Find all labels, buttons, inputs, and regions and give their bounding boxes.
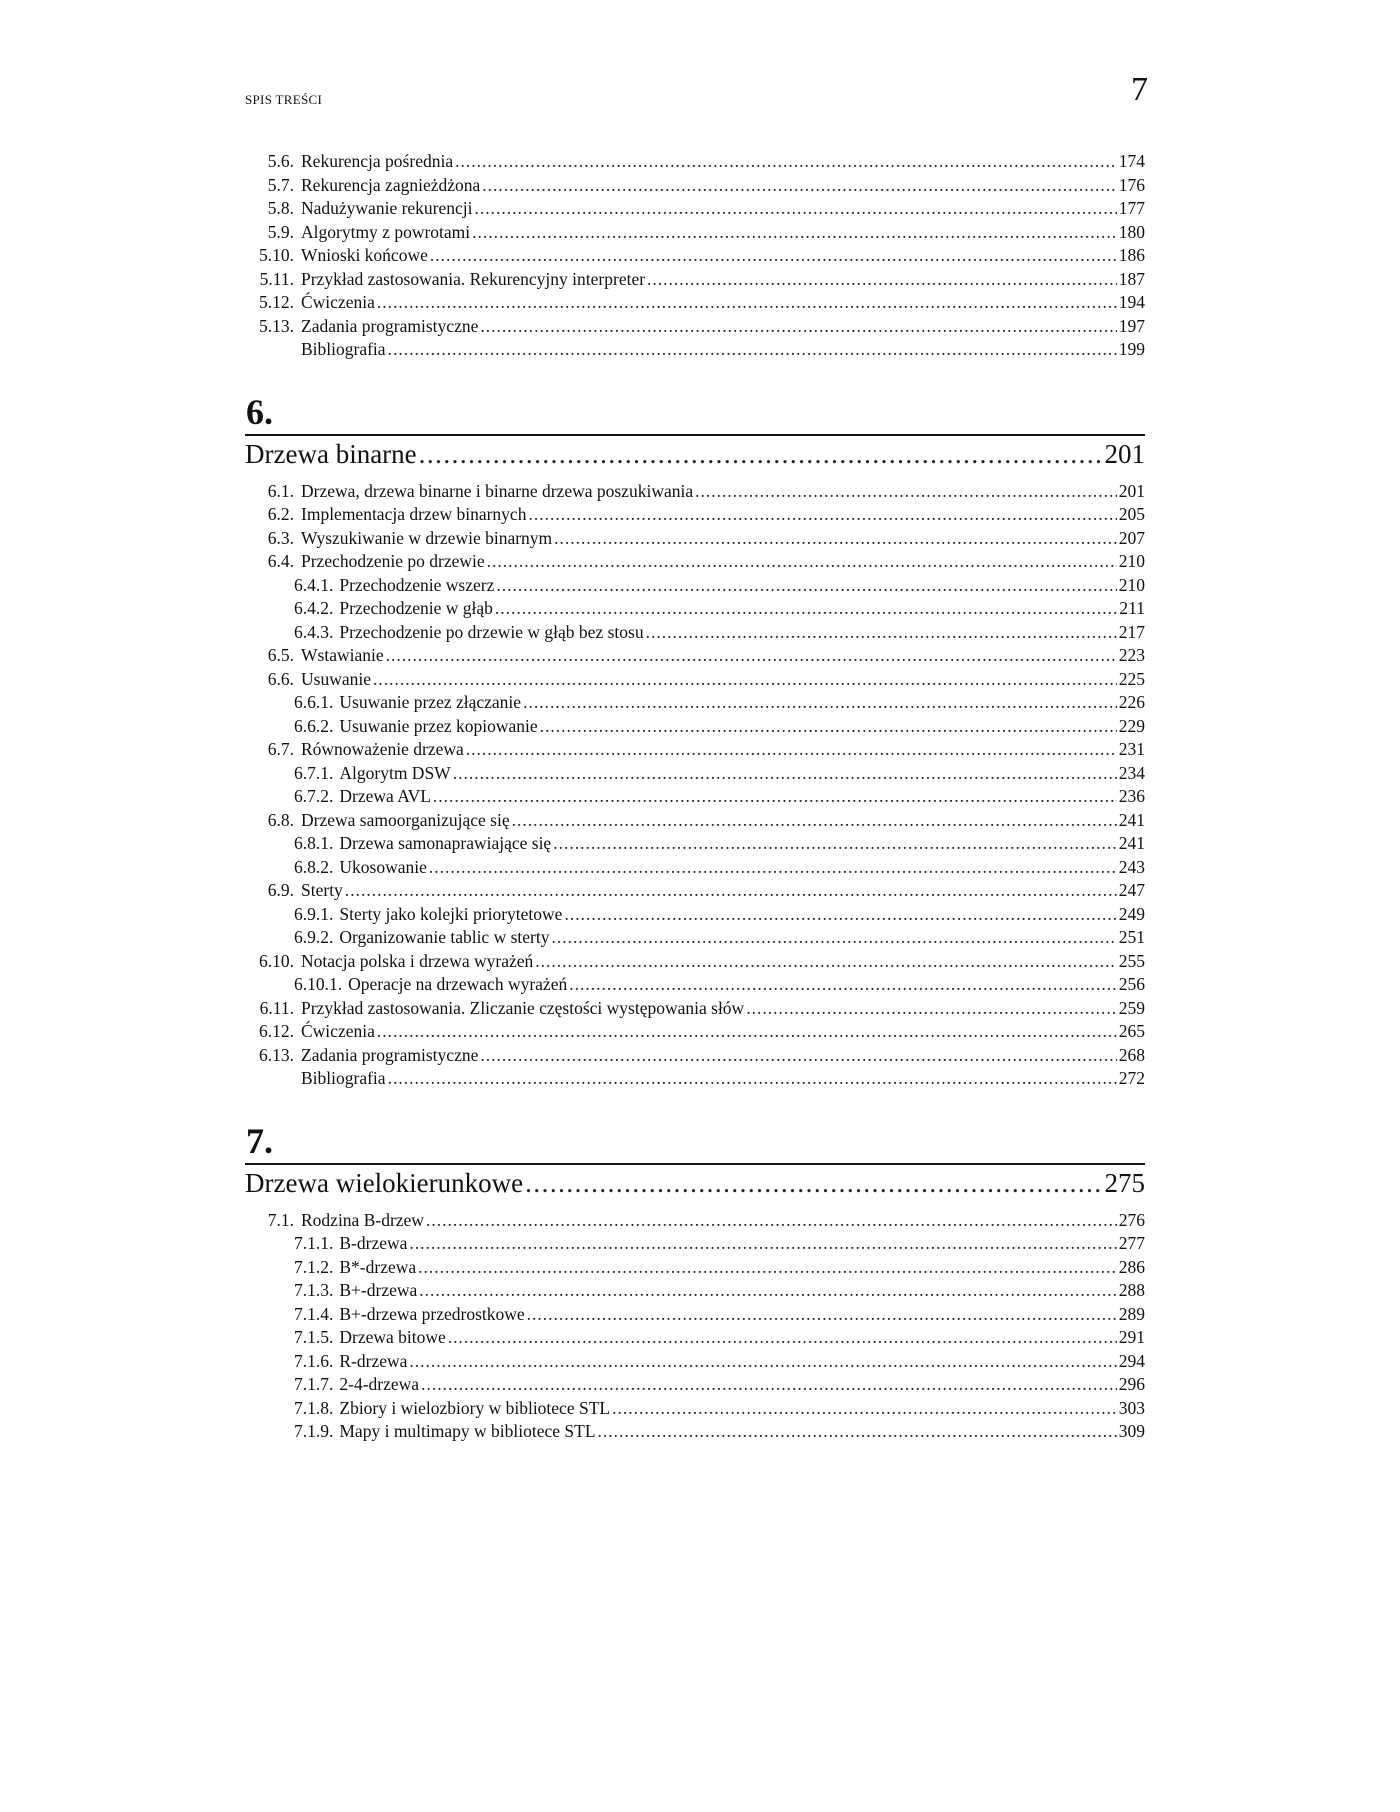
entry-number: 6.4.2. <box>294 598 334 618</box>
entry-page: 187 <box>1118 268 1145 289</box>
leader-dots <box>487 550 1117 574</box>
toc-list-chapter-5-tail <box>245 150 1145 362</box>
toc-entry[interactable] <box>245 550 1145 574</box>
toc-entry[interactable] <box>245 597 1145 621</box>
leader-dots <box>480 1044 1116 1068</box>
entry-number: 6.10. <box>259 950 294 971</box>
leader-dots <box>472 221 1117 245</box>
entry-title: Drzewa, drzewa binarne i binarne drzewa poszukiwania <box>301 480 694 501</box>
entry-title: Zbiory i wielozbiory w bibliotece STL <box>339 1397 611 1418</box>
entry-number: 6.6.2. <box>294 715 334 736</box>
chapter-page: 275 <box>1104 1167 1145 1198</box>
entry-title: B+-drzewa przedrostkowe <box>339 1303 525 1324</box>
entry-title: Sterty <box>301 880 343 900</box>
entry-page: 180 <box>1118 221 1145 242</box>
leader-dots <box>475 197 1117 221</box>
entry-title: Drzewa samoorganizujące się <box>301 809 510 830</box>
toc-list-chapter-7 <box>245 1209 1145 1444</box>
leader-dots <box>496 574 1116 598</box>
entry-title: Przechodzenie wszerz <box>339 574 495 595</box>
entry-page: 223 <box>1118 645 1145 665</box>
toc-entry[interactable] <box>245 832 1145 856</box>
entry-number: 6.6. <box>267 668 294 689</box>
toc-entry[interactable] <box>245 268 1145 292</box>
running-head: SPIS TREŚCI <box>245 92 323 107</box>
table-of-contents <box>245 150 1145 1444</box>
entry-number: 6.4.1. <box>294 574 334 595</box>
entry-title: B-drzewa <box>339 1233 408 1253</box>
toc-entry[interactable] <box>245 527 1145 551</box>
entry-title: R-drzewa <box>339 1350 408 1371</box>
entry-page: 186 <box>1118 245 1145 265</box>
entry-page: 226 <box>1118 692 1145 712</box>
leader-dots <box>409 1350 1116 1374</box>
entry-page: 201 <box>1118 480 1145 501</box>
toc-entry[interactable] <box>245 785 1145 809</box>
entry-title: Drzewa bitowe <box>339 1327 446 1347</box>
entry-number: 5.13. <box>259 315 294 336</box>
entry-number: 7.1.5. <box>294 1327 334 1347</box>
chapter-title-row[interactable] <box>245 1165 1145 1205</box>
leader-dots <box>535 950 1116 974</box>
leader-dots <box>421 1373 1117 1397</box>
leader-dots <box>409 1232 1116 1256</box>
entry-title: Przykład zastosowania. Rekurencyjny interpreter <box>301 268 646 289</box>
entry-title: Równoważenie drzewa <box>301 739 464 759</box>
entry-title: Wnioski końcowe <box>301 245 428 265</box>
entry-page: 174 <box>1118 151 1145 171</box>
entry-page: 296 <box>1118 1374 1145 1394</box>
leader-dots <box>612 1397 1117 1421</box>
entry-number: 6.9. <box>267 880 294 900</box>
entry-page: 255 <box>1118 950 1145 971</box>
entry-page: 243 <box>1118 856 1145 877</box>
entry-page: 199 <box>1118 339 1145 359</box>
toc-entry[interactable] <box>245 1020 1145 1044</box>
entry-title: Bibliografia <box>301 1068 386 1088</box>
entry-number: 5.12. <box>259 292 294 312</box>
entry-page: 265 <box>1118 1021 1145 1041</box>
entry-title: Bibliografia <box>301 339 386 359</box>
entry-page: 197 <box>1118 315 1145 336</box>
toc-entry[interactable] <box>245 856 1145 880</box>
toc-entry[interactable] <box>245 1303 1145 1327</box>
entry-page: 249 <box>1118 903 1145 924</box>
entry-title: Przechodzenie w głąb <box>339 598 493 618</box>
leader-dots <box>388 1067 1117 1091</box>
entry-number: 5.8. <box>267 198 294 218</box>
leader-dots <box>528 503 1116 527</box>
entry-number: 6.9.1. <box>294 903 334 924</box>
toc-entry[interactable] <box>245 644 1145 668</box>
entry-title: Operacje na drzewach wyrażeń <box>348 974 568 994</box>
entry-title: Notacja polska i drzewa wyrażeń <box>301 950 534 971</box>
leader-dots <box>553 832 1117 856</box>
leader-dots <box>482 174 1116 198</box>
chapter-number: 7. <box>246 1120 273 1161</box>
entry-title: Usuwanie przez kopiowanie <box>339 715 538 736</box>
toc-entry[interactable] <box>245 150 1145 174</box>
leader-dots <box>430 244 1117 268</box>
entry-page: 309 <box>1118 1421 1145 1441</box>
chapter-title: Drzewa wielokierunkowe <box>245 1167 524 1198</box>
entry-page: 231 <box>1118 739 1145 759</box>
leader-dots <box>512 809 1117 833</box>
entry-page: 176 <box>1118 174 1145 195</box>
entry-page: 289 <box>1118 1303 1145 1324</box>
chapter-title-row[interactable] <box>245 436 1145 476</box>
toc-entry[interactable] <box>245 244 1145 268</box>
entry-number: 6.7.2. <box>294 786 334 806</box>
entry-number: 6.8. <box>267 809 294 830</box>
toc-entry[interactable] <box>245 480 1145 504</box>
entry-title: Nadużywanie rekurencji <box>301 198 473 218</box>
leader-dots <box>527 1303 1117 1327</box>
entry-number: 6.9.2. <box>294 927 334 947</box>
entry-number: 6.13. <box>259 1044 294 1065</box>
entry-title: Ćwiczenia <box>301 292 375 312</box>
leader-dots <box>554 527 1117 551</box>
entry-title: Ćwiczenia <box>301 1021 375 1041</box>
leader-dots <box>388 338 1117 362</box>
entry-number: 6.10.1. <box>294 974 343 994</box>
leader-dots <box>495 597 1117 621</box>
entry-number: 6.3. <box>267 527 294 548</box>
entry-title: B*-drzewa <box>339 1256 417 1277</box>
entry-number: 7.1.9. <box>294 1421 334 1441</box>
entry-page: 294 <box>1118 1350 1145 1371</box>
toc-entry[interactable] <box>245 809 1145 833</box>
leader-dots <box>429 856 1117 880</box>
entry-number: 6.4.3. <box>294 621 334 642</box>
entry-number: 7.1.4. <box>294 1303 334 1324</box>
entry-number: 5.9. <box>267 221 294 242</box>
entry-page: 241 <box>1118 809 1145 830</box>
toc-entry[interactable] <box>245 950 1145 974</box>
entry-number: 5.11. <box>259 268 294 289</box>
leader-dots <box>569 973 1117 997</box>
entry-title: Przechodzenie po drzewie w głąb bez stosu <box>339 621 644 642</box>
toc-entry[interactable] <box>245 1397 1145 1421</box>
toc-entry[interactable] <box>245 738 1145 762</box>
toc-entry[interactable] <box>245 926 1145 950</box>
entry-title: Rekurencja zagnieżdżona <box>301 174 481 195</box>
leader-dots <box>525 1165 1102 1201</box>
toc-entry[interactable] <box>245 997 1145 1021</box>
toc-list-chapter-6 <box>245 480 1145 1091</box>
entry-number: 7.1.2. <box>294 1256 334 1277</box>
entry-title: Przechodzenie po drzewie <box>301 551 485 571</box>
entry-title: Wstawianie <box>301 645 384 665</box>
entry-page: 207 <box>1118 527 1145 548</box>
leader-dots <box>466 738 1117 762</box>
page-number: 7 <box>1131 71 1148 108</box>
entry-number: 7.1. <box>267 1209 294 1230</box>
leader-dots <box>373 668 1117 692</box>
toc-entry[interactable] <box>245 174 1145 198</box>
entry-number: 6.8.1. <box>294 833 334 853</box>
entry-title: Algorytm DSW <box>339 762 451 783</box>
leader-dots <box>377 1020 1117 1044</box>
toc-entry[interactable] <box>245 973 1145 997</box>
entry-number: 7.1.3. <box>294 1280 334 1300</box>
toc-entry[interactable] <box>245 315 1145 339</box>
entry-number: 6.7. <box>267 739 294 759</box>
toc-entry[interactable] <box>245 879 1145 903</box>
toc-entry[interactable] <box>245 197 1145 221</box>
entry-page: 303 <box>1118 1397 1145 1418</box>
entry-title: Drzewa samonaprawiające się <box>339 833 552 853</box>
entry-page: 236 <box>1118 786 1145 806</box>
leader-dots <box>523 691 1117 715</box>
entry-page: 194 <box>1118 292 1145 312</box>
toc-entry[interactable] <box>245 1256 1145 1280</box>
leader-dots <box>540 715 1117 739</box>
leader-dots <box>377 291 1117 315</box>
leader-dots <box>426 1209 1117 1233</box>
entry-page: 272 <box>1118 1068 1145 1088</box>
entry-page: 251 <box>1118 927 1145 947</box>
entry-page: 225 <box>1118 668 1145 689</box>
entry-title: Mapy i multimapy w bibliotece STL <box>339 1421 596 1441</box>
entry-number: 6.2. <box>267 504 294 524</box>
entry-page: 286 <box>1118 1256 1145 1277</box>
entry-page: 217 <box>1118 621 1145 642</box>
entry-title: Drzewa AVL <box>339 786 431 806</box>
entry-number: 5.7. <box>267 174 294 195</box>
leader-dots <box>453 762 1117 786</box>
toc-entry[interactable] <box>245 291 1145 315</box>
chapter-title: Drzewa binarne <box>245 438 417 469</box>
entry-page: 291 <box>1118 1327 1145 1347</box>
entry-title: Zadania programistyczne <box>301 315 479 336</box>
entry-title: Algorytmy z powrotami <box>301 221 471 242</box>
toc-entry[interactable] <box>245 715 1145 739</box>
entry-number: 6.8.2. <box>294 856 334 877</box>
entry-page: 234 <box>1118 762 1145 783</box>
entry-page: 210 <box>1118 574 1145 595</box>
entry-title: Przykład zastosowania. Zliczanie częstości występowania słów <box>301 997 745 1018</box>
entry-number: 7.1.1. <box>294 1233 334 1253</box>
toc-entry[interactable] <box>245 1420 1145 1444</box>
entry-number: 6.7.1. <box>294 762 334 783</box>
entry-title: Organizowanie tablic w sterty <box>339 927 550 947</box>
page-header <box>245 70 1148 120</box>
entry-title: Sterty jako kolejki priorytetowe <box>339 903 563 924</box>
entry-page: 277 <box>1118 1233 1145 1253</box>
entry-number: 6.1. <box>267 480 294 501</box>
toc-entry[interactable] <box>245 1209 1145 1233</box>
entry-number: 7.1.6. <box>294 1350 334 1371</box>
entry-number: 6.12. <box>259 1021 294 1041</box>
entry-title: Usuwanie przez złączanie <box>339 692 522 712</box>
entry-title: Rodzina B-drzew <box>301 1209 424 1230</box>
toc-entry[interactable] <box>245 1373 1145 1397</box>
entry-page: 276 <box>1118 1209 1145 1230</box>
toc-entry[interactable] <box>245 762 1145 786</box>
entry-title: Ukosowanie <box>339 856 427 877</box>
entry-page: 205 <box>1118 504 1145 524</box>
chapter-number: 6. <box>246 391 273 432</box>
entry-page: 177 <box>1118 198 1145 218</box>
entry-page: 288 <box>1118 1280 1145 1300</box>
entry-title: Zadania programistyczne <box>301 1044 479 1065</box>
chapter-6 <box>245 392 1145 1091</box>
chapter-7 <box>245 1121 1145 1444</box>
leader-dots <box>345 879 1117 903</box>
entry-page: 241 <box>1118 833 1145 853</box>
leader-dots <box>695 480 1117 504</box>
entry-title: Usuwanie <box>301 668 371 689</box>
toc-entry[interactable] <box>245 903 1145 927</box>
entry-page: 229 <box>1118 715 1145 736</box>
toc-entry[interactable] <box>245 1067 1145 1091</box>
toc-entry[interactable] <box>245 668 1145 692</box>
entry-title: Wyszukiwanie w drzewie binarnym <box>301 527 553 548</box>
toc-entry[interactable] <box>245 1279 1145 1303</box>
toc-entry[interactable] <box>245 574 1145 598</box>
entry-number: 6.11. <box>259 997 294 1018</box>
entry-page: 259 <box>1118 997 1145 1018</box>
toc-entry[interactable] <box>245 338 1145 362</box>
leader-dots <box>418 1256 1117 1280</box>
leader-dots <box>448 1326 1117 1350</box>
toc-entry[interactable] <box>245 691 1145 715</box>
leader-dots <box>646 621 1117 645</box>
toc-entry[interactable] <box>245 1326 1145 1350</box>
toc-entry[interactable] <box>245 1232 1145 1256</box>
leader-dots <box>433 785 1117 809</box>
entry-number: 5.6. <box>267 151 294 171</box>
leader-dots <box>564 903 1116 927</box>
entry-page: 210 <box>1118 551 1145 571</box>
leader-dots <box>480 315 1116 339</box>
entry-page: 211 <box>1119 598 1145 618</box>
entry-number: 6.5. <box>267 645 294 665</box>
leader-dots <box>598 1420 1117 1444</box>
toc-entry[interactable] <box>245 621 1145 645</box>
entry-number: 5.10. <box>259 245 294 265</box>
entry-title: B+-drzewa <box>339 1280 418 1300</box>
leader-dots <box>746 997 1117 1021</box>
entry-page: 268 <box>1118 1044 1145 1065</box>
leader-dots <box>419 436 1103 472</box>
entry-title: Rekurencja pośrednia <box>301 151 454 171</box>
toc-entry[interactable] <box>245 1044 1145 1068</box>
entry-number: 7.1.7. <box>294 1374 334 1394</box>
leader-dots <box>647 268 1117 292</box>
toc-entry[interactable] <box>245 221 1145 245</box>
entry-title: Implementacja drzew binarnych <box>301 504 527 524</box>
toc-entry[interactable] <box>245 1350 1145 1374</box>
entry-page: 247 <box>1118 880 1145 900</box>
entry-number: 6.6.1. <box>294 692 334 712</box>
entry-number: 7.1.8. <box>294 1397 334 1418</box>
leader-dots <box>455 150 1117 174</box>
toc-entry[interactable] <box>245 503 1145 527</box>
entry-title: 2-4-drzewa <box>339 1374 420 1394</box>
leader-dots <box>551 926 1116 950</box>
entry-number: 6.4. <box>267 551 294 571</box>
leader-dots <box>386 644 1117 668</box>
leader-dots <box>419 1279 1116 1303</box>
entry-page: 256 <box>1118 974 1145 994</box>
chapter-page: 201 <box>1104 438 1145 469</box>
